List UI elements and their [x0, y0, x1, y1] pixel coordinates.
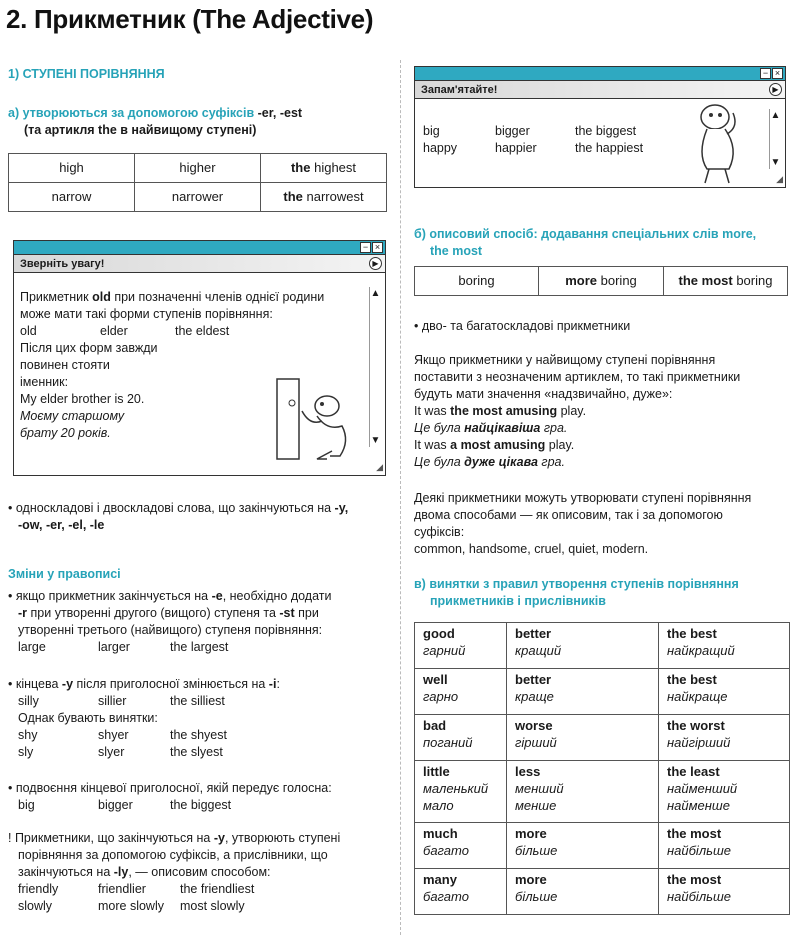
- table-cell: more boring: [539, 267, 664, 296]
- section-heading: 1) СТУПЕНІ ПОРІВНЯННЯ: [8, 67, 165, 81]
- window-title: Зверніть увагу! ▶: [14, 255, 385, 273]
- table-cell: higher: [135, 154, 261, 183]
- scrollbar[interactable]: [769, 109, 781, 169]
- exceptions-table: [414, 622, 790, 915]
- remember-window: [414, 66, 786, 188]
- table-cell: boring: [415, 267, 539, 296]
- table-cell: narrower: [135, 183, 261, 212]
- column-divider: [400, 60, 401, 935]
- table-row: [415, 869, 790, 915]
- window-content: big bigger the biggest happy happier the happiest: [423, 124, 644, 155]
- scroll-up-icon[interactable]: ▲: [370, 288, 381, 299]
- table-row: [415, 623, 790, 669]
- note-block: ! Прикметники, що закінчуються на -y, утворюють ступені порівняння за допомогою суфіксів, а прислівники, що закінчуються на -ly, — описовим способом: friendly friendlier the friendliest slowly more slowly most slowly: [8, 831, 341, 913]
- minimize-icon[interactable]: −: [360, 242, 371, 253]
- table-row: [9, 154, 387, 183]
- table-row: [415, 761, 790, 823]
- table-cell: better краще: [507, 669, 659, 715]
- comparison-table-2: [414, 266, 788, 296]
- spelling-heading: Зміни у правописі: [8, 567, 121, 581]
- table-cell: better кращий: [507, 623, 659, 669]
- table-cell: the most найбільше: [659, 869, 790, 915]
- table-cell: many багато: [415, 869, 507, 915]
- minimize-icon[interactable]: −: [760, 68, 771, 79]
- bullet-multi-syllable: • дво- та багатоскладові прикметники: [414, 318, 630, 335]
- table-row: [415, 715, 790, 761]
- cartoon-door-illustration: [272, 371, 367, 466]
- window-titlebar: [415, 67, 785, 81]
- window-title: Запам'ятайте! ▶: [415, 81, 785, 99]
- table-cell: the worst найгірший: [659, 715, 790, 761]
- subsection-a-label: а) утворюються за допомогою суфіксів: [8, 106, 255, 120]
- table-row: [415, 669, 790, 715]
- comparison-table-1: [8, 153, 387, 212]
- resize-grip-icon[interactable]: ◢: [776, 173, 783, 184]
- cartoon-thinking-illustration: [677, 99, 767, 187]
- table-cell: bad поганий: [415, 715, 507, 761]
- table-row: [415, 267, 788, 296]
- table-cell: the best найкраще: [659, 669, 790, 715]
- spelling-rule-2: • кінцева -y після приголосної змінюється на -i: silly sillier the silliest Однак бувають винятки: shy shyer the shyest sly slyer the slyest: [8, 676, 393, 761]
- scroll-down-icon[interactable]: ▼: [770, 156, 781, 168]
- attention-window: [13, 240, 386, 476]
- play-icon[interactable]: ▶: [769, 83, 782, 96]
- subsection-a: [8, 105, 302, 122]
- play-icon[interactable]: ▶: [369, 257, 382, 270]
- table-row: [415, 823, 790, 869]
- table-cell: the highest: [261, 154, 387, 183]
- scroll-down-icon[interactable]: ▼: [370, 434, 381, 446]
- subsection-a-sub: (та артикля the в найвищому ступені): [24, 123, 257, 137]
- table-cell: high: [9, 154, 135, 183]
- table-cell: much багато: [415, 823, 507, 869]
- scrollbar[interactable]: [369, 287, 381, 447]
- window-content: Прикметник old при позначенні членів однієї родини може мати такі форми ступенів порівняння: old elder the eldest Після цих форм завжди повинен стояти іменник: My elder brother is 20. Моєму старшому брату 20 років.: [20, 290, 325, 440]
- table-cell: more більше: [507, 823, 659, 869]
- table-cell: less менший менше: [507, 761, 659, 823]
- table-cell: worse гірший: [507, 715, 659, 761]
- table-cell: the most boring: [664, 267, 788, 296]
- spelling-rule-1: • якщо прикметник закінчується на -e, необхідно додати -r при утворенні другого (вищого) ступеня та -st при утворенні третього (найвищого) ступеня порівняння: large larger the largest: [8, 588, 393, 656]
- table-cell: good гарний: [415, 623, 507, 669]
- table-cell: more більше: [507, 869, 659, 915]
- table-cell: narrow: [9, 183, 135, 212]
- table-cell: well гарно: [415, 669, 507, 715]
- table-row: [9, 183, 387, 212]
- resize-grip-icon[interactable]: ◢: [376, 461, 383, 472]
- window-titlebar: [14, 241, 385, 255]
- article-rule: Якщо прикметники у найвищому ступені порівняння поставити з неозначеним артиклем, то такі прикметники будуть мати значення «надзвичайно, дуже»: It was the most amusing play. Це була найцікавіша гра. It was a most amusing play. Це була дуже цікава гра.: [414, 353, 741, 469]
- subsection-c: в) винятки з правил утворення ступенів порівняння прикметників і прислівників: [414, 577, 739, 608]
- close-icon[interactable]: ×: [372, 242, 383, 253]
- suffix-text: -er, -est: [257, 106, 303, 120]
- table-cell: the best найкращий: [659, 623, 790, 669]
- close-icon[interactable]: ×: [772, 68, 783, 79]
- table-cell: the most найбільше: [659, 823, 790, 869]
- table-cell: the narrowest: [261, 183, 387, 212]
- two-ways-note: Деякі прикметники можуть утворювати ступені порівняння двома способами — як описовим, так і за допомогою суфіксів: common, handsome, cruel, quiet, modern.: [414, 491, 752, 556]
- bullet-one-two-syllable: • односкладові і двоскладові слова, що закінчуються на -y, -ow, -er, -el, -le: [8, 500, 388, 534]
- table-cell: little маленький мало: [415, 761, 507, 823]
- subsection-b: б) описовий спосіб: додавання спеціальних слів more, the most: [414, 227, 757, 258]
- scroll-up-icon[interactable]: ▲: [770, 110, 781, 121]
- spelling-rule-3: • подвоєння кінцевої приголосної, якій передує голосна: big bigger the biggest: [8, 780, 393, 814]
- page-title: 2. Прикметник (The Adjective): [6, 4, 374, 34]
- table-cell: the least найменший найменше: [659, 761, 790, 823]
